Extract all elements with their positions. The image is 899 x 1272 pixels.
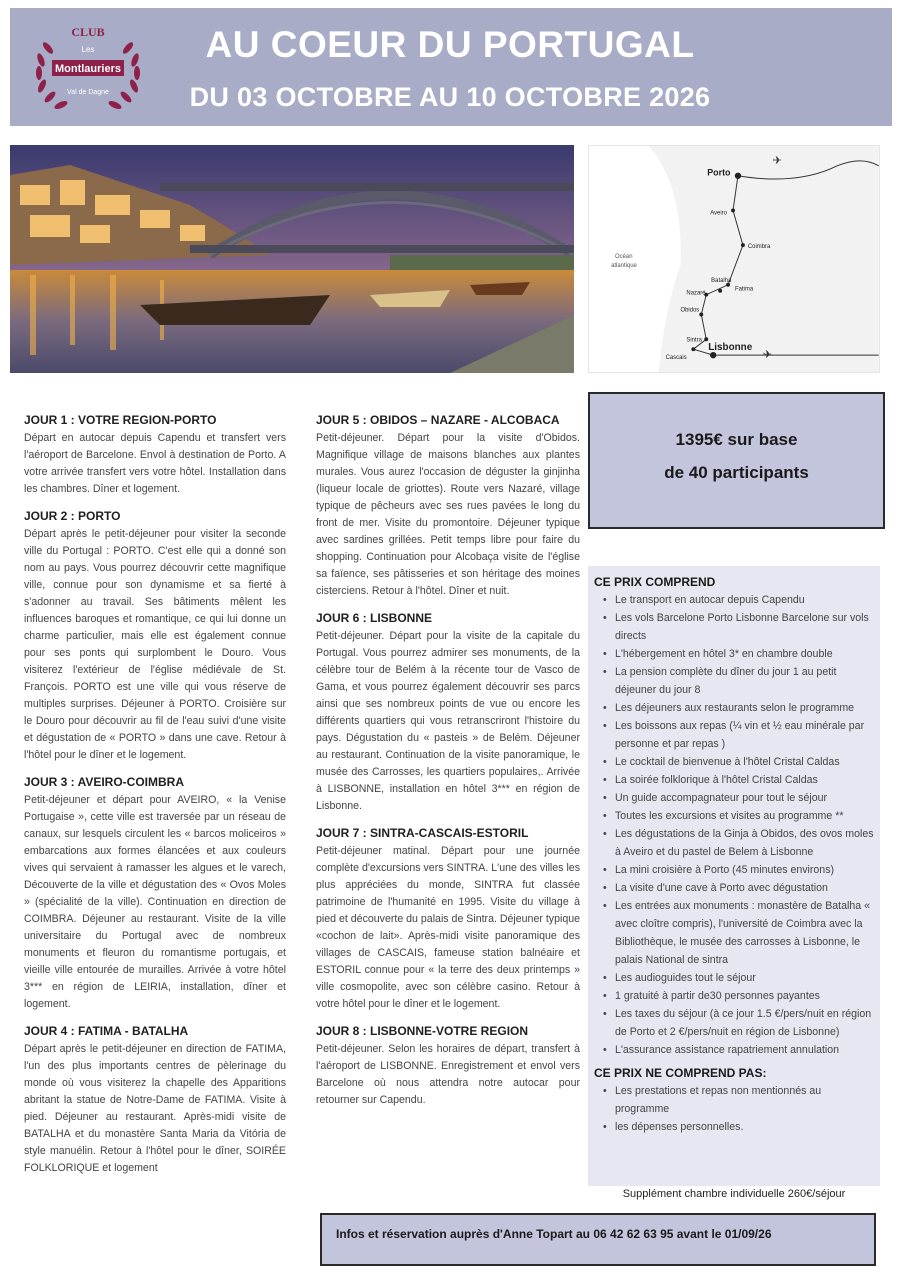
list-item: • Un guide accompagnateur pour tout le séjour: [588, 789, 880, 807]
day-block: [24, 508, 286, 764]
map-city: Aveiro: [710, 210, 727, 217]
day-text: Petit-déjeuner et départ pour AVEIRO, « la Venise Portugaise », cette ville est traversée par un réseau de canaux, sur lesquels circulent les « barcos moliceiros » embarcations aux formes élancées et aux couleurs vives qui servaient à ramasser les algues et le varech, Découverte de la ville et dégustation des « Ovos Moles » (spécialité de la ville). Continuation en direction de COIMBRA. Déjeuner au restaurant. Visite de la ville universitaire du Portugal avec de nombreux monuments et fleuron du romantisme portugais, et vieille ville entourée de murailles. Arrivée à votre hôtel 3*** en région de LEIRIA, installation, dîner et logement.: [24, 794, 286, 1010]
map-city: Batalha: [711, 277, 732, 284]
day-title: JOUR 5 : OBIDOS – NAZARE - ALCOBACA: [316, 413, 560, 427]
map-city: Coimbra: [747, 244, 771, 251]
list-item: • La mini croisière à Porto (45 minutes environs): [588, 861, 880, 879]
day-block: [24, 412, 286, 498]
day-block: [316, 1023, 580, 1109]
itinerary-column-1: [24, 412, 286, 1187]
map-city: Lisbonne: [708, 342, 753, 354]
includes-title: CE PRIX COMPREND: [594, 575, 716, 589]
day-block: [316, 412, 580, 600]
contact-box: [320, 1213, 876, 1266]
contact-text: Infos et réservation auprès d'Anne Topart au 06 42 62 63 95 avant le 01/09/26: [336, 1227, 772, 1241]
price-line-2: de 40 participants: [664, 463, 809, 482]
list-item: • Les audioguides tout le séjour: [588, 969, 880, 987]
day-title: JOUR 7 : SINTRA-CASCAIS-ESTORIL: [316, 826, 529, 840]
logo-bottom-text: Val de Dagne: [67, 89, 109, 96]
map-city: Porto: [707, 167, 731, 178]
list-item: • les dépenses personnelles.: [588, 1118, 880, 1136]
day-block: [316, 610, 580, 815]
day-title: JOUR 4 : FATIMA - BATALHA: [24, 1024, 189, 1038]
excludes-title: CE PRIX NE COMPREND PAS:: [594, 1066, 767, 1080]
excludes-list: [588, 1082, 880, 1136]
logo-club-text: CLUB: [71, 25, 105, 39]
day-text: Petit-déjeuner. Départ pour la visite de la capitale du Portugal. Vous pourrez admirer ses monuments, de la célèbre tour de Belém à la récente tour de Vasco de Gama, et vous pourrez également découvrir ses parcs ainsi que ses nombreux points de vue ou encore les différents quartiers qui vous retranscriront l'histoire du pays. Dégustation du « pasteis » de Belém. Déjeuner au restaurant. Continuation de la visite panoramique, le musée des Carrosses, les quartiers populaires,. Arrivée à LISBONNE, installation en hôtel 3*** en région de Lisbonne.: [316, 630, 580, 812]
day-text: Petit-déjeuner matinal. Départ pour une journée complète d'excursions vers SINTRA. L'une des villes les plus appréciées du monde, SINTRA fut classée patrimoine de l'humanité en 1995. Visite du village à pied et découverte du palais de Sintra. Déjeuner typique «cochon de lait». Après-midi visite panoramique des villages de CASCAIS, fameuse station balnéaire et ESTORIL connue pour « la terre des deux printemps » ville cosmopolite, avec son célèbre casino. Retour à votre hôtel pour le dîner et le logement.: [316, 845, 580, 1010]
day-text: Départ en autocar depuis Capendu et transfert vers l'aéroport de Barcelone. Envol à destination de Porto. A votre arrivée transfert vers votre hôtel. Installation dans les chambres. Dîner et logement.: [24, 432, 286, 495]
list-item: • Les déjeuners aux restaurants selon le programme: [588, 699, 880, 717]
includes-list: [588, 591, 880, 1059]
itinerary-column-2: [316, 412, 580, 1119]
map-city: Cascais: [665, 355, 687, 362]
day-title: JOUR 2 : PORTO: [24, 509, 121, 523]
map-city: Nazaré: [686, 290, 706, 297]
map-ocean-label: Océan: [615, 254, 633, 261]
price-details-panel: [588, 566, 880, 1186]
day-title: JOUR 1 : VOTRE REGION-PORTO: [24, 413, 217, 427]
price-box: [588, 392, 885, 529]
list-item: • Les dégustations de la Ginja à Obidos, des ovos moles à Aveiro et du pastel de Belem à Lisbonne: [588, 825, 880, 861]
day-title: JOUR 8 : LISBONNE-VOTRE REGION: [316, 1024, 529, 1038]
route-map: [588, 145, 880, 373]
map-ocean-label: atlantique: [611, 262, 637, 269]
day-title: JOUR 6 : LISBONNE: [316, 611, 433, 625]
day-text: Petit-déjeuner. Départ pour la visite d'Obidos. Magnifique village de maisons blanches aux plantes murales. Vous aurez l'occasion de déguster la ginjinha (liqueur locale de griottes). Route vers Nazaré, village typique de pêcheurs avec ses rues pavées le long du front de mer. Visite du promontoire. Déjeuner typique avec sardines grillées. Petit temps libre pour faire du shopping. Continuation pour Alcobaça visite de l'église sa faïence, ses pâtisseries et son héritage des moines cisterciens. Retour à l'hôtel. Dîner et nuit.: [316, 432, 580, 597]
supplement-text: Supplément chambre individuelle 260€/séjour: [622, 1188, 846, 1200]
list-item: • L'hébergement en hôtel 3* en chambre double: [588, 645, 880, 663]
plane-icon: ✈: [772, 154, 782, 167]
porto-photo: [10, 145, 574, 373]
page-subtitle: DU 03 OCTOBRE AU 10 OCTOBRE 2026: [189, 82, 711, 112]
list-item: • Le cocktail de bienvenue à l'hôtel Cristal Caldas: [588, 753, 880, 771]
header-banner: [10, 8, 892, 126]
list-item: • La visite d'une cave à Porto avec dégustation: [588, 879, 880, 897]
list-item: • La soirée folklorique à l'hôtel Cristal Caldas: [588, 771, 880, 789]
list-item: • L'assurance assistance rapatriement annulation: [588, 1041, 880, 1059]
logo-name-text: Montlauriers: [54, 63, 122, 75]
list-item: • Le transport en autocar depuis Capendu: [588, 591, 880, 609]
list-item: • La pension complète du dîner du jour 1 au petit déjeuner du jour 8: [588, 663, 880, 699]
price-line-1: 1395€ sur base: [675, 430, 798, 449]
day-text: Petit-déjeuner. Selon les horaires de départ, transfert à l'aéroport de LISBONNE. Enregistrement et envol vers Barcelone où nous attendra notre autocar pour retourner sur Capendu.: [316, 1043, 580, 1106]
list-item: • Les entrées aux monuments : monastère de Batalha « avec cloître compris), l'université de Coimbra avec la Bibliothèque, le musée des carrosses à Lisbonne, le palais National de sintra: [588, 897, 880, 969]
list-item: • Les taxes du séjour (à ce jour 1.5 €/pers/nuit en région de Porto et 2 €/pers/nuit en région de Lisbonne): [588, 1005, 880, 1041]
day-title: JOUR 3 : AVEIRO-COIMBRA: [24, 775, 185, 789]
map-city: Sintra: [686, 337, 702, 344]
day-text: Départ après le petit-déjeuner en direction de FATIMA, l'un des plus importants centres de pèlerinage du monde où vous visiterez la chapelle des Apparitions abritant la statue de Notre-Dame de FATIMA. Visite à pied. Déjeuner au restaurant. Après-midi visite de BATALHA et du monastère Santa Maria da Vitória de style manuélin. Retour à l'hôtel pour le dîner, SOIRÉE FOLKLORIQUE et logement: [24, 1043, 286, 1174]
club-logo: [28, 18, 148, 118]
page-title: AU COEUR DU PORTUGAL: [205, 24, 695, 65]
list-item: • Les vols Barcelone Porto Lisbonne Barcelone sur vols directs: [588, 609, 880, 645]
logo-les-text: Les: [81, 45, 95, 54]
list-item: • Toutes les excursions et visites au programme **: [588, 807, 880, 825]
day-block: [316, 825, 580, 1013]
day-text: Départ après le petit-déjeuner pour visiter la seconde ville du Portugal : PORTO. C'est elle qui a donné son nom au pays. Vous pourrez découvrir cette magnifique ville, connue pour son dynamisme et sa fierté à s'adonner au travail. Ses bâtiments mêlent les influences baroques et romantique, ce qui lui donne un charme particulier, mais elle est également connue pour ses ponts qui surplombent le Douro. Vous visiterez l'extérieur de l'église médiévale de St. François. PORTO est une ville qui vous réserve de multiples surprises. Déjeuner à PORTO. Croisière sur le Douro pour découvrir au fil de l'eau suivi d'une visite et dégustation de « PORTO » dans une cave. Retour à l'hôtel pour le dîner et le logement.: [24, 528, 286, 761]
list-item: • Les boissons aux repas (¼ vin et ½ eau minérale par personne et par repas ): [588, 717, 880, 753]
day-block: [24, 774, 286, 1013]
map-city: Fatima: [734, 286, 754, 293]
list-item: • Les prestations et repas non mentionnés au programme: [588, 1082, 880, 1118]
day-block: [24, 1023, 286, 1177]
map-city: Obidos: [680, 307, 700, 314]
plane-icon-2: ✈: [762, 349, 772, 362]
list-item: • 1 gratuité à partir de30 personnes payantes: [588, 987, 880, 1005]
